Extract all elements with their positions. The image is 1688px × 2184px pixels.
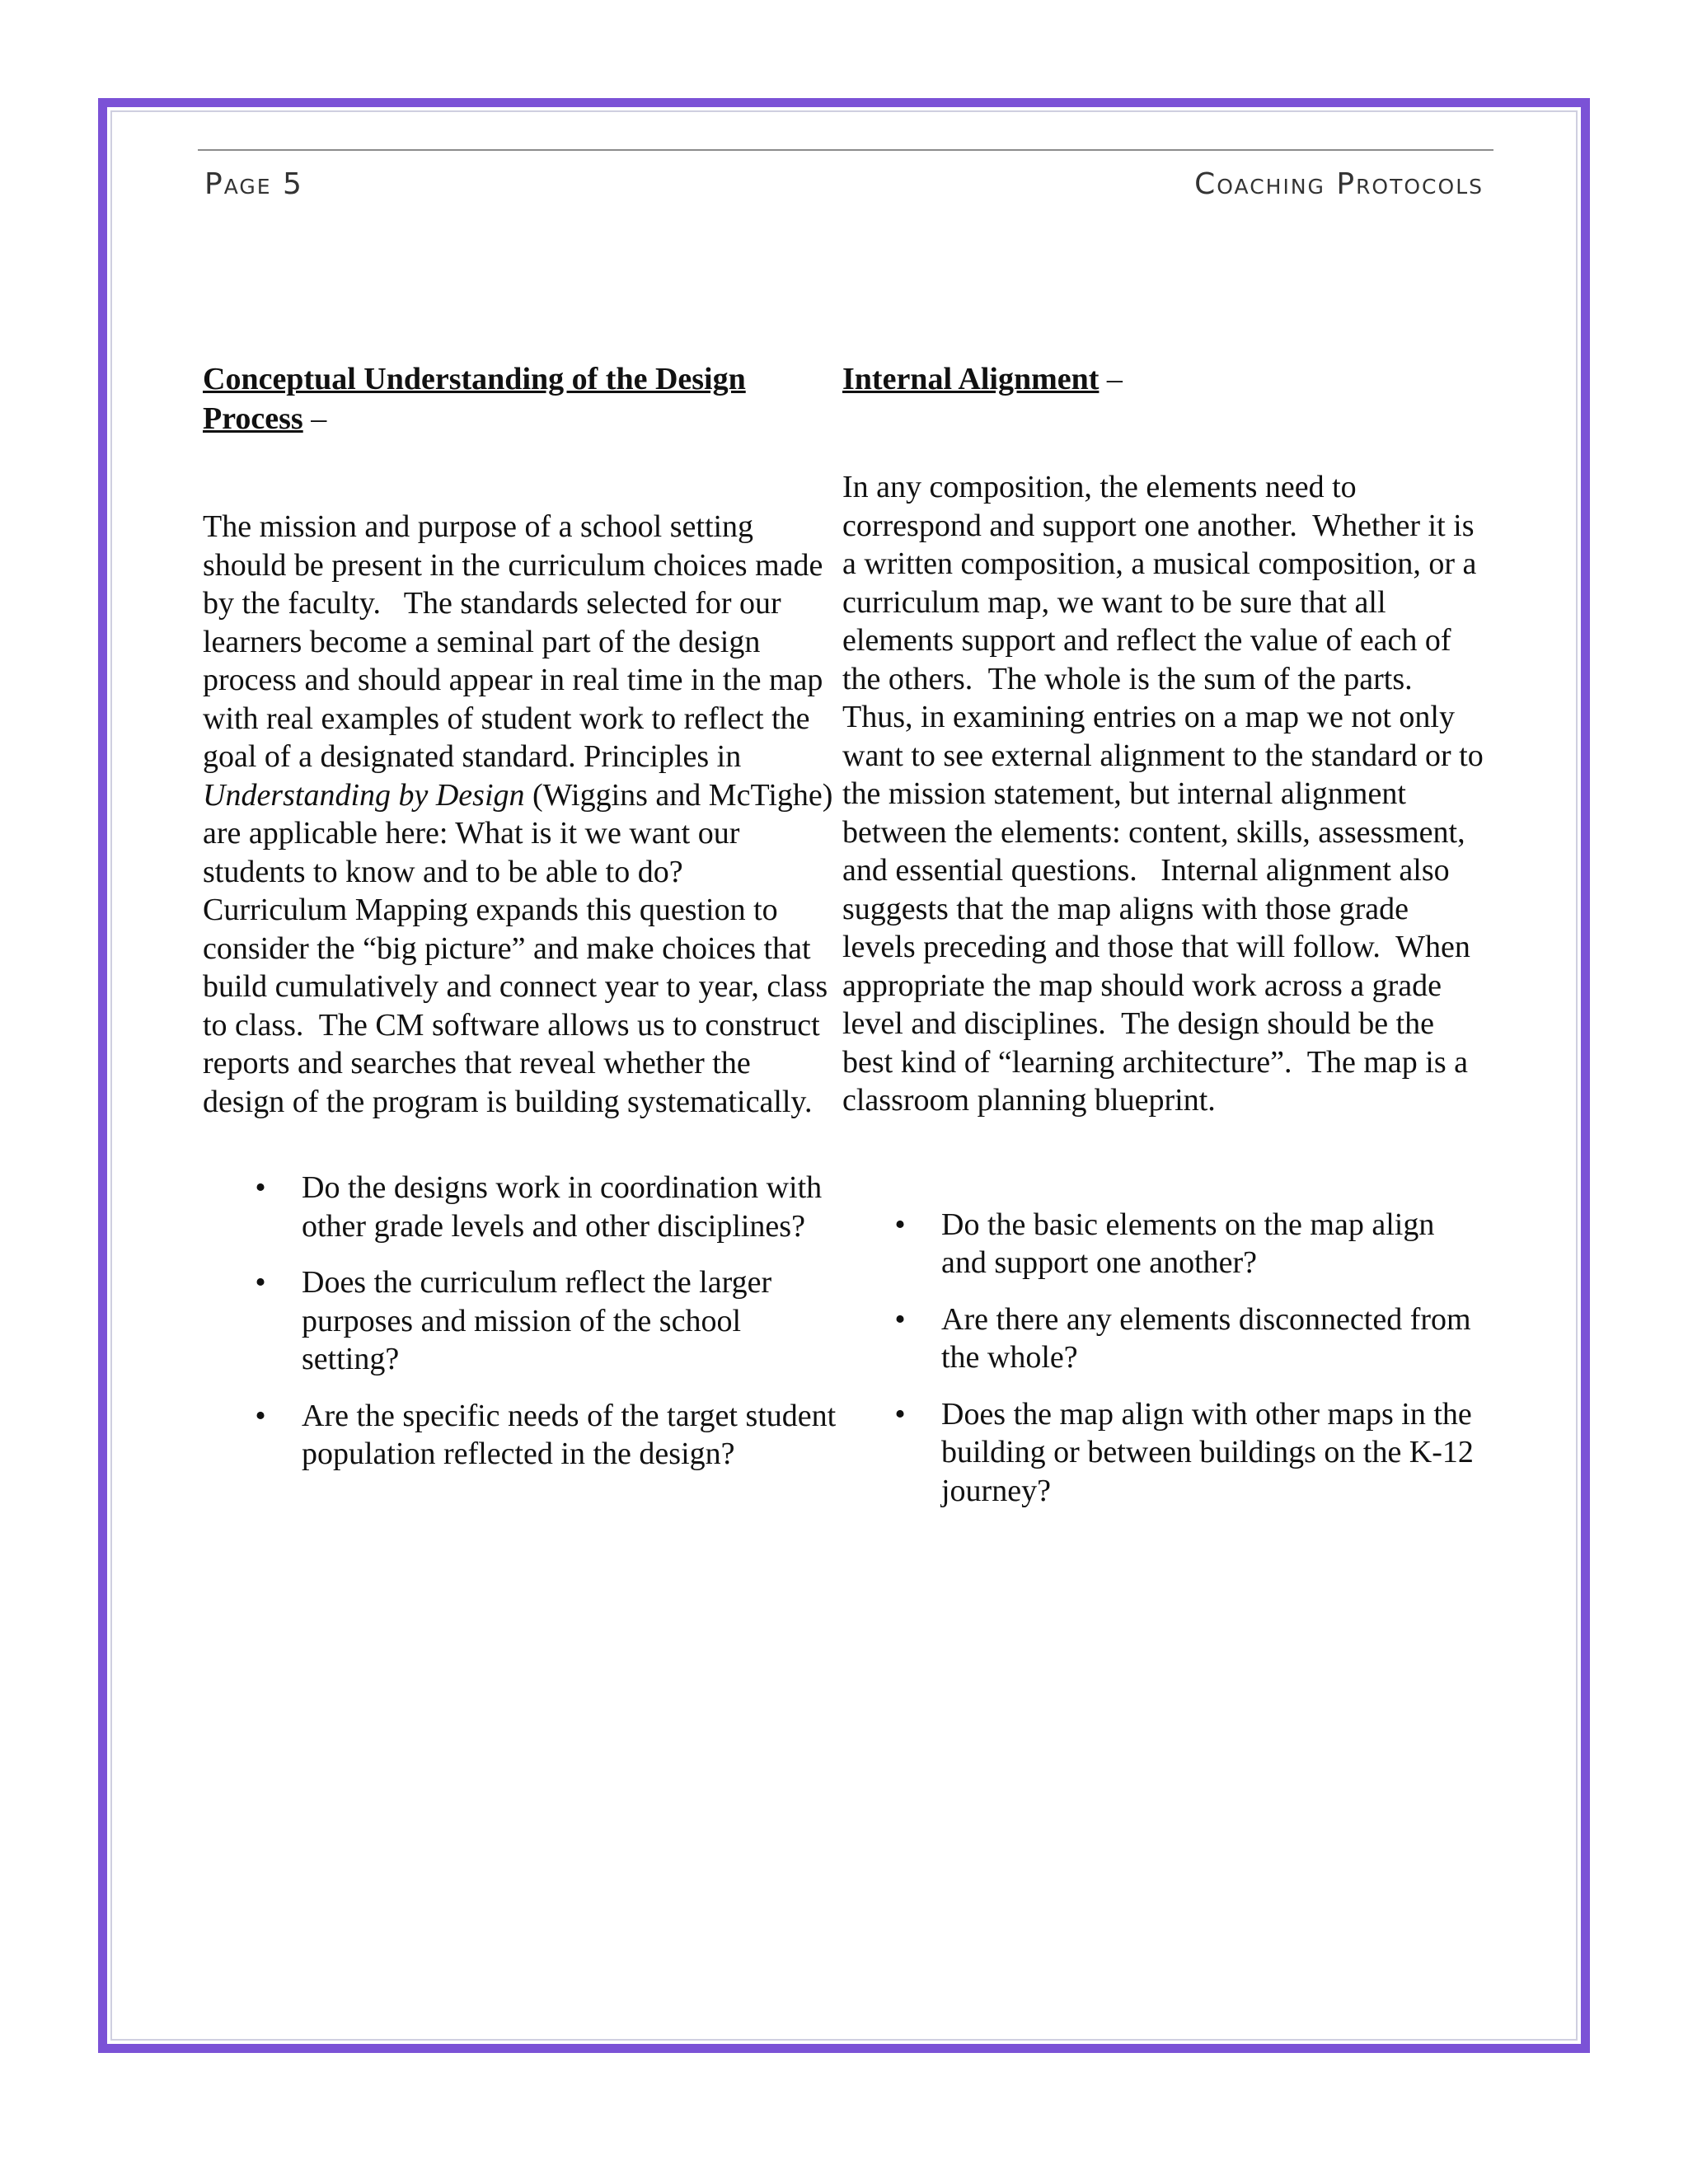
list-item xyxy=(842,1395,1485,1511)
section-heading-text: Internal Alignment xyxy=(842,362,1100,396)
question-text: Do the basic elements on the map align and support one another? xyxy=(941,1207,1435,1280)
bullet-icon: • xyxy=(255,1265,266,1300)
document-title: Coaching Protocols xyxy=(1194,167,1484,201)
section-heading-dash: – xyxy=(1099,362,1123,396)
section-heading-design-process xyxy=(203,359,837,438)
bullet-icon: • xyxy=(894,1207,906,1242)
paragraph-text-part1: The mission and purpose of a school setting should be present in the curriculum choices made by the faculty. The standards selected for our learners become a seminal part of the design process and should appear in real time in the map with real examples of student work to reflect the goal of a designated standard. Principles in xyxy=(203,509,831,774)
internal-alignment-paragraph: In any composition, the elements need to correspond and support one another. Whether it is a written composition, a musical composition, or a curriculum map, we want to be sure that all elements support and reflect the value of each of the others. The whole is the sum of the parts. Thus, in examining entries on a map we not only want to see external alignment to the standard or to the mission statement, but internal alignment between the elements: content, skills, assessment, and essential questions. Internal alignment also suggests that the map aligns with those grade levels preceding and those that will follow. When appropriate the map should work across a grade level and disciplines. The design should be the best kind of “learning architecture”. The map is a classroom planning blueprint. xyxy=(842,470,1492,1118)
list-item xyxy=(203,1169,837,1245)
question-text: Does the map align with other maps in the building or between buildings on the K-12 journey? xyxy=(941,1396,1474,1508)
header-rule xyxy=(198,149,1493,151)
paragraph-text-part2: (Wiggins and McTighe) are applicable here: What is it we want our students to know and to be able to do? Curriculum Mapping expands this question to consider the “big picture” and make choices that build cumulatively and connect year to year, class to class. The CM software allows us to construct reports and searches that reveal whether the design of the program is building systematically. xyxy=(203,777,841,1119)
bullet-icon: • xyxy=(894,1301,906,1337)
internal-alignment-questions xyxy=(842,1206,1485,1511)
section-heading-dash: – xyxy=(302,401,327,436)
book-title: Understanding by Design xyxy=(203,777,525,813)
question-text: Are there any elements disconnected from the whole? xyxy=(941,1301,1471,1375)
bullet-icon: • xyxy=(894,1396,906,1432)
section-heading-text: Conceptual Understanding of the Design Process xyxy=(203,362,746,436)
design-process-questions xyxy=(203,1169,837,1474)
right-column xyxy=(842,359,1492,1528)
page-number: Page 5 xyxy=(204,167,303,201)
bullet-icon: • xyxy=(255,1398,266,1433)
list-item xyxy=(842,1206,1485,1282)
question-text: Are the specific needs of the target student population reflected in the design? xyxy=(302,1398,837,1471)
left-column xyxy=(203,359,841,1492)
design-process-paragraph xyxy=(203,508,841,1121)
list-item xyxy=(842,1301,1485,1377)
question-text: Does the curriculum reflect the larger purposes and mission of the school setting? xyxy=(302,1265,772,1376)
bullet-icon: • xyxy=(255,1170,266,1205)
question-text: Do the designs work in coordination with other grade levels and other disciplines? xyxy=(302,1170,823,1244)
list-item xyxy=(203,1263,837,1379)
list-item xyxy=(203,1397,837,1474)
section-heading-internal-alignment xyxy=(842,359,1485,399)
